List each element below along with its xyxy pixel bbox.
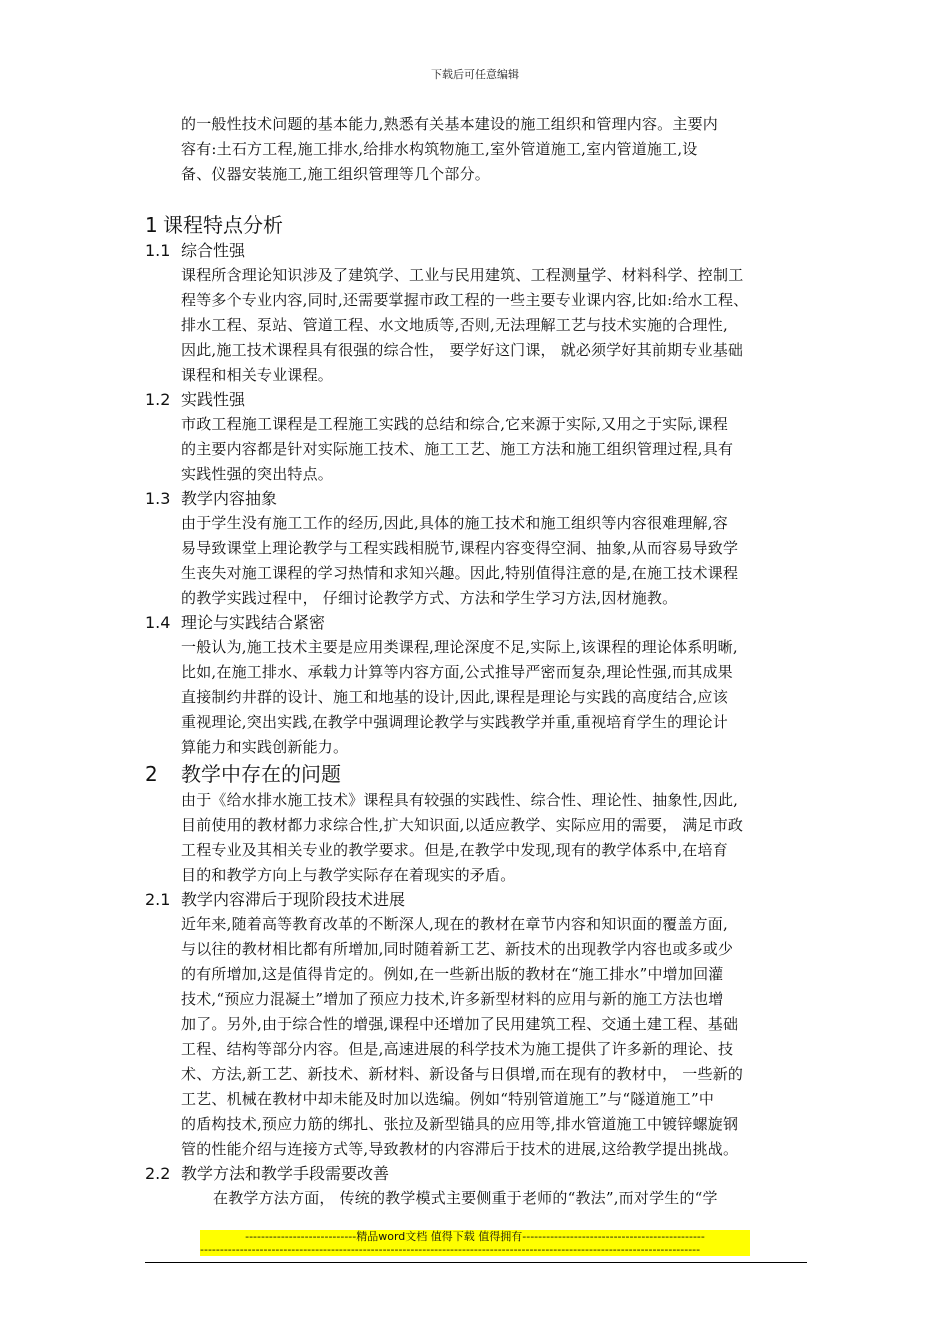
section-title: 教学方法和教学手段需要改善 <box>181 1164 390 1183</box>
text-line: 目前使用的教材都力求综合性,扩大知识面,以适应教学、实际应用的需要， 满足市政 <box>181 816 744 834</box>
text-line: 由于学生没有施工工作的经历,因此,具体的施工技术和施工组织等内容很难理解,容 <box>181 514 728 532</box>
section-2-2-paragraph <box>145 1186 810 1211</box>
text-line: 比如,在施工排水、承载力计算等内容方面,公式推导严密而复杂,理论性强,而其成果 <box>181 663 733 681</box>
footer-banner-line: ------------------------------------------------------------------------------------------------------------------------------ <box>200 1243 750 1256</box>
section-1-2-paragraph <box>145 412 810 487</box>
text-line: 生丧失对施工课程的学习热情和求知兴趣。因此,特别值得注意的是,在施工技术课程 <box>181 564 739 582</box>
intro-paragraph <box>145 112 810 187</box>
text-line: 工程专业及其相关专业的教学要求。但是,在教学中发现,现有的教学体系中,在培育 <box>181 841 728 859</box>
text-line: 的教学实践过程中， 仔细讨论教学方式、方法和学生学习方法,因材施教。 <box>181 589 678 607</box>
text-line: 的一般性技术问题的基本能力,熟悉有关基本建设的施工组织和管理内容。主要内 <box>181 115 718 133</box>
text-line: 加了。另外,由于综合性的增强,课程中还增加了民用建筑工程、交通土建工程、基础 <box>181 1015 739 1033</box>
text-line: 市政工程施工课程是工程施工实践的总结和综合,它来源于实际,又用之于实际,课程 <box>181 415 728 433</box>
section-title: 实践性强 <box>181 390 246 409</box>
text-line: 由于《给水排水施工技术》课程具有较强的实践性、综合性、理论性、抽象性,因此, <box>181 791 739 809</box>
section-number: 1.4 <box>145 613 171 632</box>
text-line: 容有:土石方工程,施工排水,给排水构筑物施工,室外管道施工,室内管道施工,设 <box>181 140 698 158</box>
text-line: 课程和相关专业课程。 <box>181 366 334 384</box>
section-2-heading <box>145 760 810 788</box>
bottom-rule <box>145 1262 807 1263</box>
section-title: 教学内容滞后于现阶段技术进展 <box>181 890 406 909</box>
section-number: 2.1 <box>145 890 171 909</box>
section-1-3-heading <box>145 487 810 511</box>
section-1-1-paragraph <box>145 263 810 388</box>
text-line: 管的性能介绍与连接方式等,导致教材的内容滞后于技术的进展,这给教学提出挑战。 <box>181 1140 739 1158</box>
section-2-paragraph <box>145 788 810 888</box>
footer-banner-line: ----------------------------精品word文档 值得下载 值得拥有---------------------------------------------- <box>200 1230 750 1243</box>
section-1-1-heading <box>145 239 810 263</box>
text-line: 术、方法,新工艺、新技术、新材料、新设备与日俱增,而在现有的教材中， 一些新的 <box>181 1065 744 1083</box>
text-line: 程等多个专业内容,同时,还需要掌握市政工程的一些主要专业课内容,比如:给水工程、 <box>181 291 749 309</box>
section-title: 教学内容抽象 <box>181 489 278 508</box>
text-line: 易导致课堂上理论教学与工程实践相脱节,课程内容变得空洞、抽象,从而容易导致学 <box>181 539 739 557</box>
section-1-4-paragraph <box>145 635 810 760</box>
section-2-2-heading <box>145 1162 810 1186</box>
section-1-4-heading <box>145 611 810 635</box>
section-number: 1.1 <box>145 241 171 260</box>
footer-banner <box>200 1230 750 1256</box>
text-line: 在教学方法方面， 传统的教学模式主要侧重于老师的“教法”,而对学生的“学 <box>213 1189 718 1207</box>
text-line: 工程、结构等部分内容。但是,高速进展的科学技术为施工提供了许多新的理论、技 <box>181 1040 734 1058</box>
section-title: 综合性强 <box>181 241 246 260</box>
section-title: 理论与实践结合紧密 <box>181 613 326 632</box>
text-line: 重视理论,突出实践,在教学中强调理论教学与实践教学并重,重视培育学生的理论计 <box>181 713 728 731</box>
section-number: 2.2 <box>145 1164 171 1183</box>
text-line: 目的和教学方向上与教学实际存在着现实的矛盾。 <box>181 866 516 884</box>
text-line: 的盾构技术,预应力筋的绑扎、张拉及新型锚具的应用等,排水管道施工中镀锌螺旋钢 <box>181 1115 739 1133</box>
text-line: 实践性强的突出特点。 <box>181 465 334 483</box>
section-title: 课程特点分析 <box>163 213 283 237</box>
section-1-2-heading <box>145 388 810 412</box>
text-line: 工艺、机械在教材中却未能及时加以选编。例如“特别管道施工”与“隧道施工”中 <box>181 1090 715 1108</box>
text-line: 的有所增加,这是值得肯定的。例如,在一些新出版的教材在“施工排水”中增加回灌 <box>181 965 724 983</box>
section-2-1-paragraph <box>145 912 810 1162</box>
section-2-1-heading <box>145 888 810 912</box>
text-line: 课程所含理论知识涉及了建筑学、工业与民用建筑、工程测量学、材料科学、控制工 <box>181 266 744 284</box>
section-1-heading <box>145 211 810 239</box>
page-header: 下载后可任意编辑 <box>431 68 519 81</box>
text-line: 近年来,随着高等教育改革的不断深人,现在的教材在章节内容和知识面的覆盖方面, <box>181 915 728 933</box>
section-1-3-paragraph <box>145 511 810 611</box>
text-line: 的主要内容都是针对实际施工技术、施工工艺、施工方法和施工组织管理过程,具有 <box>181 440 734 458</box>
text-line: 备、仪器安装施工,施工组织管理等几个部分。 <box>181 165 490 183</box>
text-line: 排水工程、泵站、管道工程、水文地质等,否则,无法理解工艺与技术实施的合理性, <box>181 316 728 334</box>
text-line: 因此,施工技术课程具有很强的综合性， 要学好这门课， 就必须学好其前期专业基础 <box>181 341 744 359</box>
section-title: 教学中存在的问题 <box>181 762 341 786</box>
section-number: 1.2 <box>145 390 171 409</box>
text-line: 直接制约井群的设计、施工和地基的设计,因此,课程是理论与实践的高度结合,应该 <box>181 688 728 706</box>
section-number: 1.3 <box>145 489 171 508</box>
text-line: 一般认为,施工技术主要是应用类课程,理论深度不足,实际上,该课程的理论体系明晰, <box>181 638 738 656</box>
section-number: 2 <box>145 762 158 786</box>
text-line: 技术,“预应力混凝土”增加了预应力技术,许多新型材料的应用与新的施工方法也增 <box>181 990 724 1008</box>
section-number: 1 <box>145 213 158 237</box>
text-line: 算能力和实践创新能力。 <box>181 738 349 756</box>
document-body <box>145 112 810 1211</box>
text-line: 与以往的教材相比都有所增加,同时随着新工艺、新技术的出现教学内容也或多或少 <box>181 940 734 958</box>
